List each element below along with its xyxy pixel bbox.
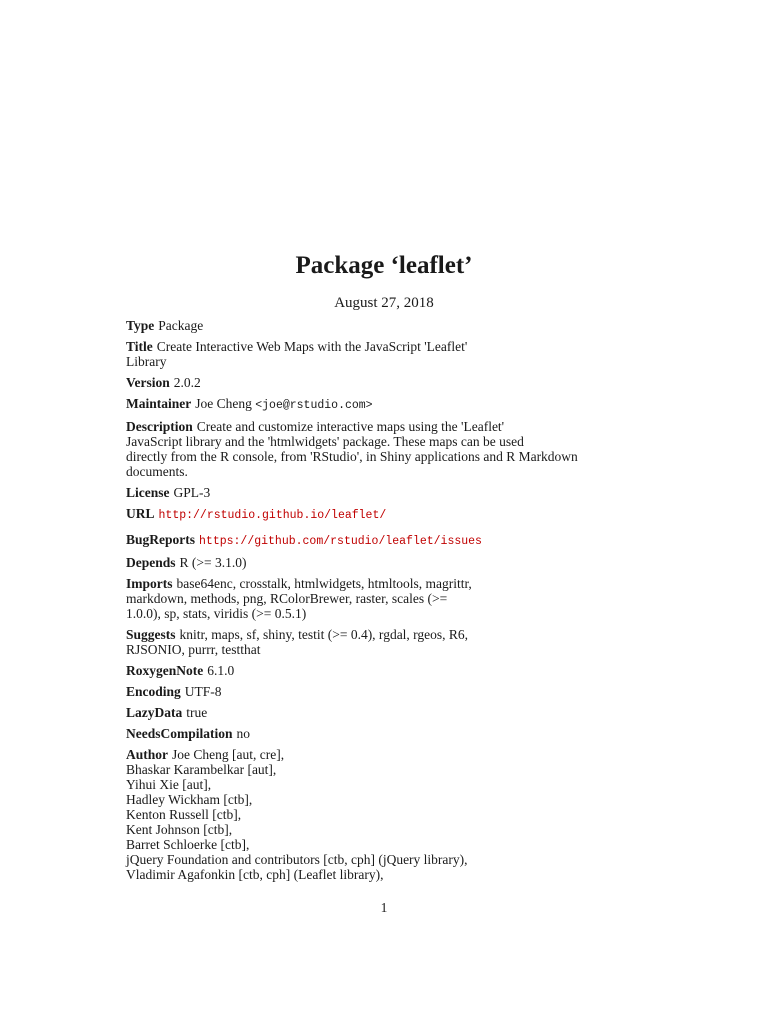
field-value-line: base64enc, crosstalk, htmlwidgets, htmltools, magrittr, [176,576,472,591]
field-key: URL [126,506,155,521]
field-value-line: 1.0.0), sp, stats, viridis (>= 0.5.1) [126,606,307,621]
field-value-line: RJSONIO, purrr, testthat [126,642,261,657]
author-line: Hadley Wickham [ctb], [126,792,253,807]
url-link[interactable]: http://rstudio.github.io/leaflet/ [158,509,387,522]
author-line: Barret Schloerke [ctb], [126,837,250,852]
field-value-line: documents. [126,464,188,479]
field-key: Type [126,318,155,333]
field-key: Depends [126,555,176,570]
package-date: August 27, 2018 [334,295,434,311]
field-key: Title [126,339,153,354]
field-value-line: Create Interactive Web Maps with the JavaScript 'Leaflet' [156,339,468,354]
author-line: Vladimir Agafonkin [ctb, cph] (Leaflet library), [126,867,384,882]
field-description [126,419,606,479]
field-value: GPL-3 [173,485,211,500]
field-depends [126,555,606,570]
field-value-line: Create and customize interactive maps using the 'Leaflet' [196,419,505,434]
field-key: License [126,485,170,500]
field-key: Version [126,375,170,390]
field-value: Package [158,318,204,333]
field-value: UTF-8 [184,684,222,699]
field-key: LazyData [126,705,183,720]
field-encoding [126,684,606,699]
package-title: Package ‘leaflet’ [295,252,473,279]
field-lazydata [126,705,606,720]
field-type [126,318,606,333]
author-line: Kenton Russell [ctb], [126,807,242,822]
field-license [126,485,606,500]
field-roxygennote [126,663,606,678]
field-value-line: Library [126,354,167,369]
author-line: Joe Cheng [aut, cre], [172,747,285,762]
field-key: Suggests [126,627,176,642]
bugreports-link[interactable]: https://github.com/rstudio/leaflet/issues [199,535,482,548]
field-key: Encoding [126,684,181,699]
field-title [126,339,606,369]
field-key: Imports [126,576,173,591]
field-url [126,506,606,523]
field-key: NeedsCompilation [126,726,233,741]
field-needscompilation [126,726,606,741]
field-value-line: markdown, methods, png, RColorBrewer, raster, scales (>= [126,591,448,606]
field-bugreports [126,532,606,549]
maintainer-email: <joe@rstudio.com> [255,399,373,412]
maintainer-name: Joe Cheng [195,396,252,411]
field-imports [126,576,606,621]
field-key: Description [126,419,193,434]
author-line: Kent Johnson [ctb], [126,822,233,837]
field-key: BugReports [126,532,196,547]
field-value: R (>= 3.1.0) [179,555,247,570]
author-line: Yihui Xie [aut], [126,777,212,792]
field-value: no [236,726,251,741]
field-value-line: knitr, maps, sf, shiny, testit (>= 0.4), rgdal, rgeos, R6, [179,627,469,642]
field-maintainer [126,396,606,413]
field-value-line: directly from the R console, from 'RStudio', in Shiny applications and R Markdown [126,449,578,464]
field-author [126,747,606,882]
field-version [126,375,606,390]
field-key: Maintainer [126,396,192,411]
field-suggests [126,627,606,657]
field-key: RoxygenNote [126,663,204,678]
field-value: 6.1.0 [207,663,235,678]
description-fields [126,318,606,888]
author-line: Bhaskar Karambelkar [aut], [126,762,277,777]
field-key: Author [126,747,169,762]
field-value-line: JavaScript library and the 'htmlwidgets' package. These maps can be used [126,434,524,449]
author-line: jQuery Foundation and contributors [ctb, cph] (jQuery library), [126,852,468,867]
field-value: 2.0.2 [173,375,201,390]
field-value: true [186,705,208,720]
page-number: 1 [380,900,388,915]
